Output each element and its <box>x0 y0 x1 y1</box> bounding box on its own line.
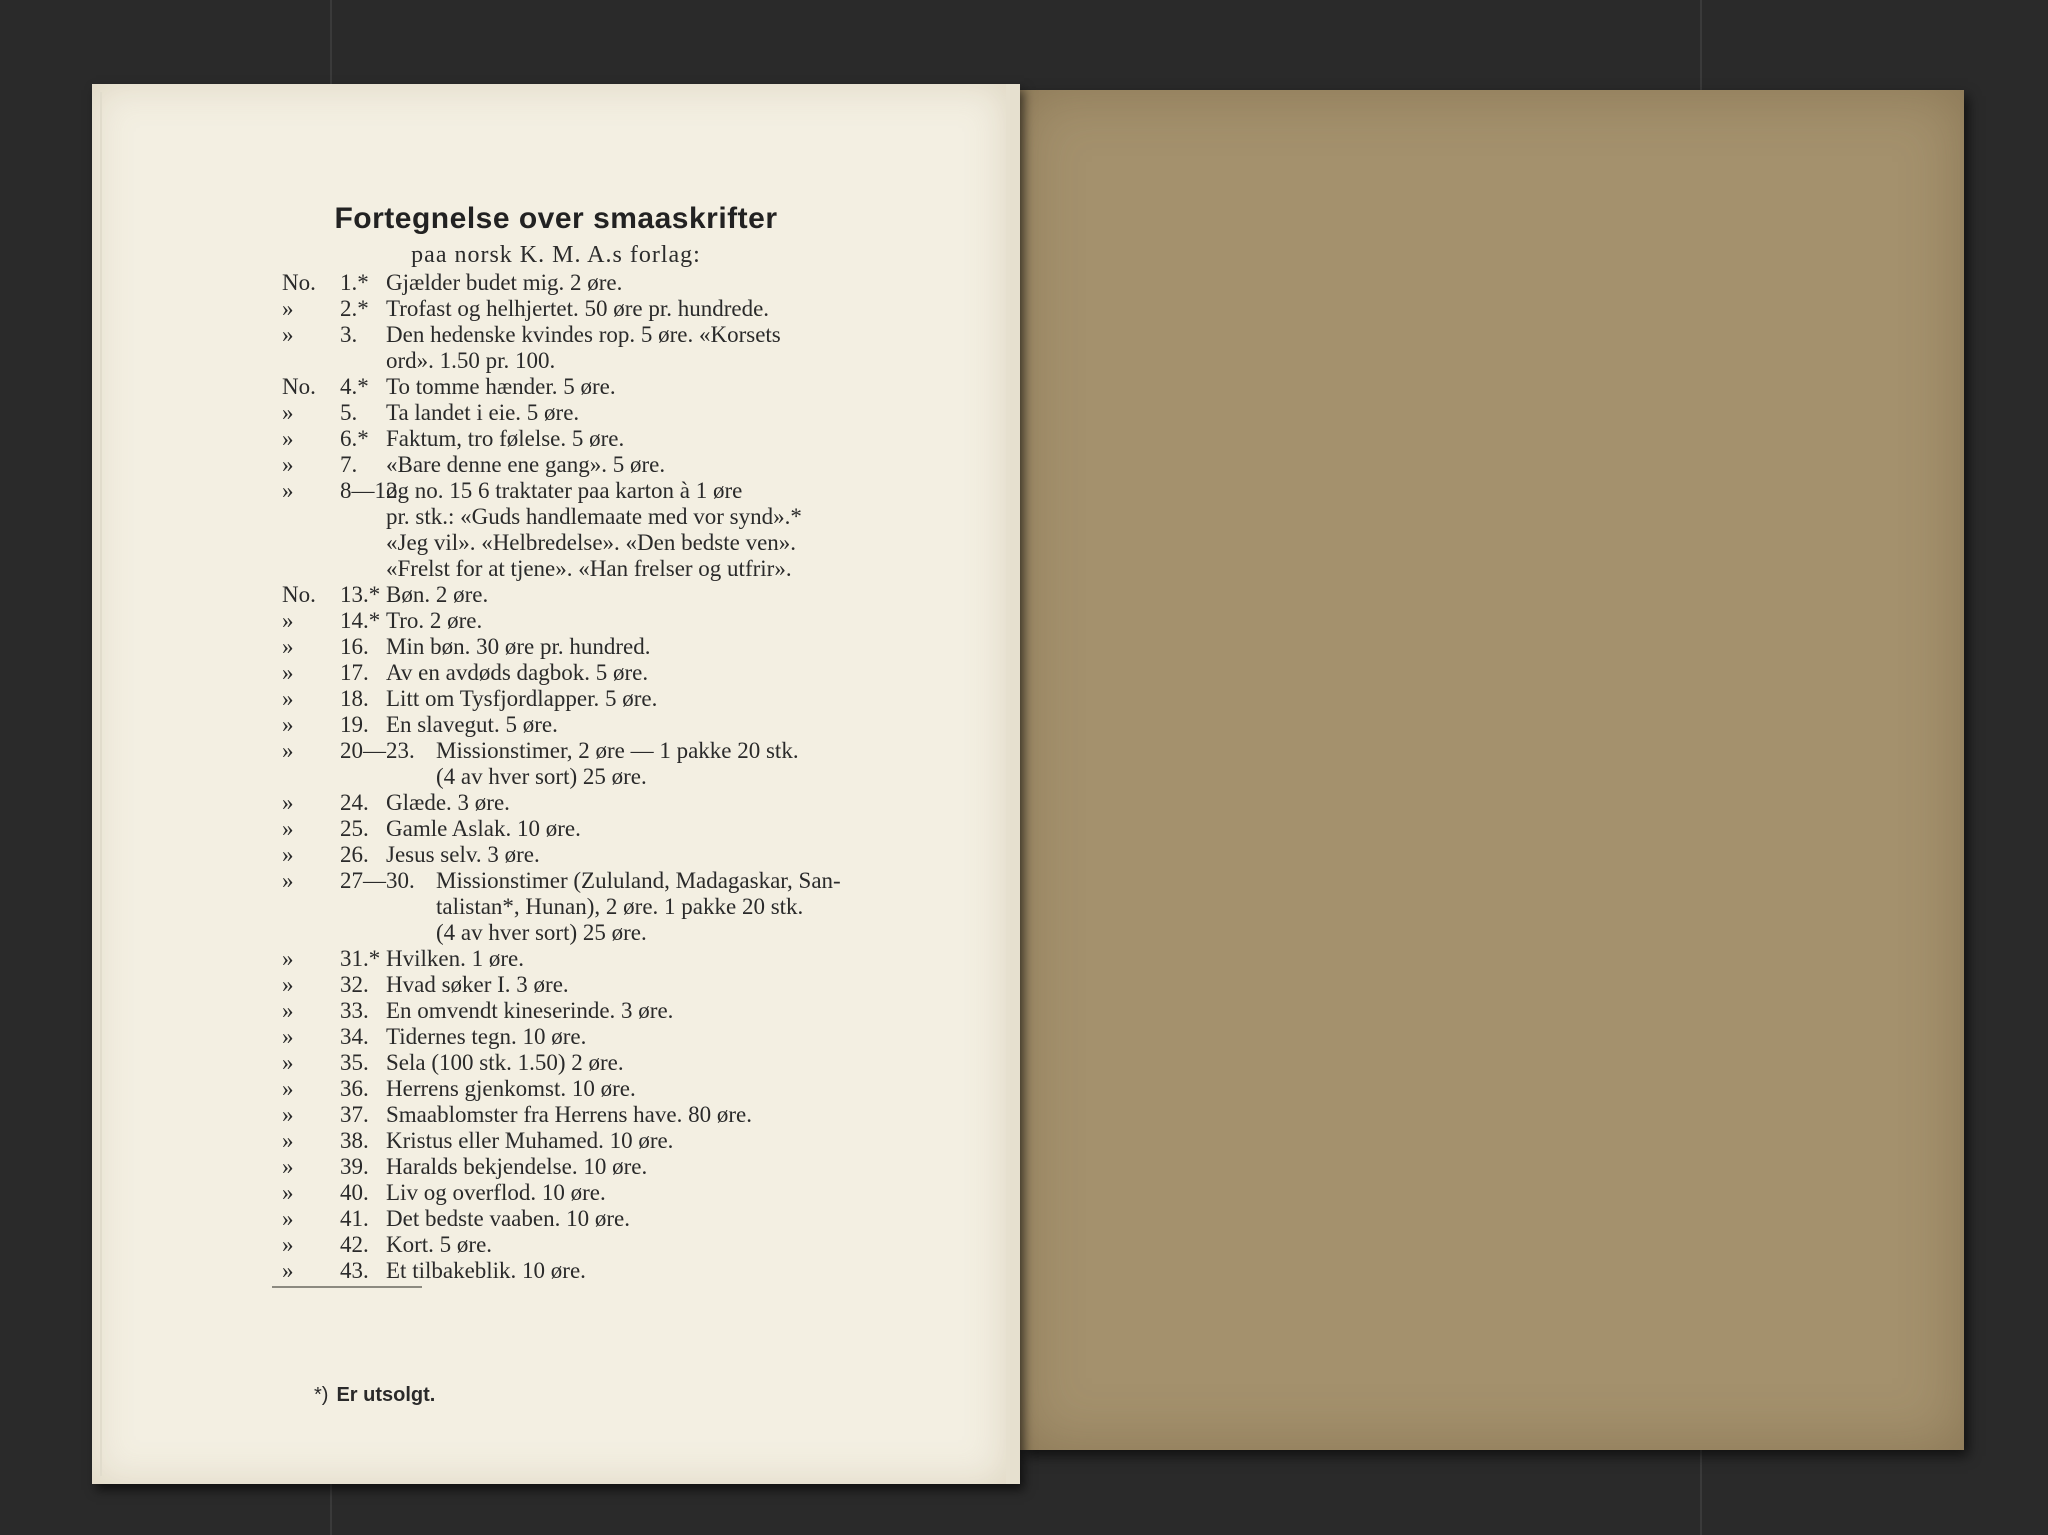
list-item <box>282 1102 1022 1128</box>
entry-text: Bøn. 2 øre. <box>386 582 489 607</box>
list-item <box>282 712 1022 738</box>
entry-continuation: talistan*, Hunan), 2 øre. 1 pakke 20 stk. <box>436 894 804 919</box>
entry-prefix: » <box>282 1180 294 1205</box>
entry-number: 3. <box>340 322 358 347</box>
entry-continuation: (4 av hver sort) 25 øre. <box>436 764 647 789</box>
page-title: Fortegnelse over smaaskrifter <box>334 202 778 235</box>
entry-text: Jesus selv. 3 øre. <box>386 842 540 867</box>
entry-text: En omvendt kineserinde. 3 øre. <box>386 998 674 1023</box>
entry-number: 6.* <box>340 426 369 451</box>
entry-prefix: » <box>282 790 294 815</box>
entry-continuation: «Frelst for at tjene». «Han frelser og utfrir». <box>386 556 792 581</box>
list-item <box>282 452 1022 478</box>
entry-text: Hvilken. 1 øre. <box>386 946 524 971</box>
list-item <box>282 296 1022 322</box>
entry-prefix: » <box>282 686 294 711</box>
entry-text: Trofast og helhjertet. 50 øre pr. hundrede. <box>386 296 770 321</box>
entry-number: 27—30. <box>340 868 415 893</box>
entry-prefix: » <box>282 842 294 867</box>
list-item <box>282 686 1022 712</box>
entry-text: Hvad søker I. 3 øre. <box>386 972 569 997</box>
entry-number: 35. <box>340 1050 369 1075</box>
entry-prefix: No. <box>282 374 316 399</box>
entry-prefix: » <box>282 478 294 503</box>
entry-text: Ta landet i eie. 5 øre. <box>386 400 580 425</box>
entry-text: Gjælder budet mig. 2 øre. <box>386 270 623 295</box>
list-item <box>282 322 1022 348</box>
left-page <box>92 84 1020 1484</box>
entry-number: 40. <box>340 1180 369 1205</box>
list-item <box>282 894 1022 920</box>
entry-number: 17. <box>340 660 369 685</box>
list-item <box>282 400 1022 426</box>
list-item <box>282 1128 1022 1154</box>
entry-text: En slavegut. 5 øre. <box>386 712 558 737</box>
entry-number: 19. <box>340 712 369 737</box>
footnote-mark: *) <box>314 1384 329 1406</box>
entry-number: 18. <box>340 686 369 711</box>
entry-prefix: No. <box>282 582 316 607</box>
entry-text: Den hedenske kvindes rop. 5 øre. «Korsets <box>386 322 781 347</box>
entry-text: Herrens gjenkomst. 10 øre. <box>386 1076 636 1101</box>
entry-prefix: » <box>282 998 294 1023</box>
entry-prefix: » <box>282 972 294 997</box>
list-item <box>282 478 1022 504</box>
entry-prefix: » <box>282 1154 294 1179</box>
entry-text: Glæde. 3 øre. <box>386 790 510 815</box>
entry-continuation: (4 av hver sort) 25 øre. <box>436 920 647 945</box>
list-item <box>282 790 1022 816</box>
entry-prefix: » <box>282 660 294 685</box>
entry-prefix: » <box>282 452 294 477</box>
entry-prefix: » <box>282 1258 294 1283</box>
publication-list <box>282 270 1022 1284</box>
entry-text: Liv og overflod. 10 øre. <box>386 1180 606 1205</box>
entry-number: 20—23. <box>340 738 415 763</box>
list-item <box>282 348 1022 374</box>
entry-text: Kristus eller Muhamed. 10 øre. <box>386 1128 674 1153</box>
list-item <box>282 842 1022 868</box>
entry-text: To tomme hænder. 5 øre. <box>386 374 616 399</box>
list-item <box>282 504 1022 530</box>
entry-prefix: » <box>282 1128 294 1153</box>
entry-text: «Bare denne ene gang». 5 øre. <box>386 452 666 477</box>
entry-prefix: » <box>282 608 294 633</box>
list-item <box>282 1154 1022 1180</box>
page-subtitle: paa norsk K. M. A.s forlag: <box>411 242 701 268</box>
footnote-divider <box>272 1286 422 1288</box>
entry-text: Tidernes tegn. 10 øre. <box>386 1024 587 1049</box>
footnote-text: Er utsolgt. <box>336 1384 436 1406</box>
entry-text: Sela (100 stk. 1.50) 2 øre. <box>386 1050 624 1075</box>
entry-number: 31.* <box>340 946 381 971</box>
entry-number: 7. <box>340 452 358 477</box>
entry-number: 14.* <box>340 608 381 633</box>
entry-prefix: » <box>282 712 294 737</box>
entry-prefix: » <box>282 1102 294 1127</box>
list-item <box>282 816 1022 842</box>
entry-prefix: » <box>282 1206 294 1231</box>
entry-text: Missionstimer, 2 øre — 1 pakke 20 stk. <box>436 738 799 763</box>
entry-number: 32. <box>340 972 369 997</box>
entry-continuation: ord». 1.50 pr. 100. <box>386 348 556 373</box>
entry-number: 5. <box>340 400 358 425</box>
entry-number: 36. <box>340 1076 369 1101</box>
entry-number: 34. <box>340 1024 369 1049</box>
list-item <box>282 998 1022 1024</box>
entry-number: 42. <box>340 1232 369 1257</box>
entry-prefix: » <box>282 322 294 347</box>
list-item <box>282 530 1022 556</box>
entry-text: Gamle Aslak. 10 øre. <box>386 816 581 841</box>
entry-number: 33. <box>340 998 369 1023</box>
entry-prefix: » <box>282 738 294 763</box>
entry-prefix: » <box>282 1232 294 1257</box>
entry-number: 38. <box>340 1128 369 1153</box>
entry-prefix: » <box>282 400 294 425</box>
entry-text: og no. 15 6 traktater paa karton à 1 øre <box>386 478 743 503</box>
list-item <box>282 1232 1022 1258</box>
entry-prefix: » <box>282 426 294 451</box>
entry-prefix: » <box>282 296 294 321</box>
list-item <box>282 1024 1022 1050</box>
entry-prefix: » <box>282 1050 294 1075</box>
entry-prefix: No. <box>282 270 316 295</box>
entry-continuation: «Jeg vil». «Helbredelse». «Den bedste ven». <box>386 530 797 555</box>
footnote <box>314 1384 435 1407</box>
entry-text: Litt om Tysfjordlapper. 5 øre. <box>386 686 658 711</box>
list-item <box>282 582 1022 608</box>
entry-number: 1.* <box>340 270 369 295</box>
list-item <box>282 1050 1022 1076</box>
entry-text: Det bedste vaaben. 10 øre. <box>386 1206 630 1231</box>
list-item <box>282 608 1022 634</box>
entry-prefix: » <box>282 868 294 893</box>
entry-text: Kort. 5 øre. <box>386 1232 493 1257</box>
list-item <box>282 738 1022 764</box>
entry-text: Tro. 2 øre. <box>386 608 483 633</box>
list-item <box>282 374 1022 400</box>
list-item <box>282 1076 1022 1102</box>
list-item <box>282 660 1022 686</box>
entry-number: 26. <box>340 842 369 867</box>
entry-prefix: » <box>282 1024 294 1049</box>
list-item <box>282 1180 1022 1206</box>
list-item <box>282 556 1022 582</box>
list-item <box>282 920 1022 946</box>
entry-text: Missionstimer (Zululand, Madagaskar, San- <box>436 868 841 893</box>
entry-number: 13.* <box>340 582 381 607</box>
entry-number: 16. <box>340 634 369 659</box>
entry-number: 24. <box>340 790 369 815</box>
entry-number: 37. <box>340 1102 369 1127</box>
entry-number: 2.* <box>340 296 369 321</box>
list-item <box>282 1258 1022 1284</box>
entry-text: Faktum, tro følelse. 5 øre. <box>386 426 625 451</box>
list-item <box>282 426 1022 452</box>
entry-prefix: » <box>282 816 294 841</box>
entry-text: Et tilbakeblik. 10 øre. <box>386 1258 586 1283</box>
list-item <box>282 270 1022 296</box>
list-item <box>282 764 1022 790</box>
entry-number: 8—12 <box>340 478 398 503</box>
entry-continuation: pr. stk.: «Guds handlemaate med vor synd».* <box>386 504 802 529</box>
list-item <box>282 868 1022 894</box>
entry-prefix: » <box>282 1076 294 1101</box>
entry-number: 4.* <box>340 374 369 399</box>
list-item <box>282 972 1022 998</box>
entry-number: 25. <box>340 816 369 841</box>
back-cover <box>1020 90 1964 1450</box>
list-item <box>282 946 1022 972</box>
list-item <box>282 1206 1022 1232</box>
list-item <box>282 634 1022 660</box>
entry-number: 39. <box>340 1154 369 1179</box>
entry-text: Min bøn. 30 øre pr. hundred. <box>386 634 651 659</box>
entry-number: 41. <box>340 1206 369 1231</box>
entry-prefix: » <box>282 634 294 659</box>
entry-prefix: » <box>282 946 294 971</box>
entry-text: Smaablomster fra Herrens have. 80 øre. <box>386 1102 752 1127</box>
entry-text: Av en avdøds dagbok. 5 øre. <box>386 660 649 685</box>
entry-number: 43. <box>340 1258 369 1283</box>
entry-text: Haralds bekjendelse. 10 øre. <box>386 1154 648 1179</box>
